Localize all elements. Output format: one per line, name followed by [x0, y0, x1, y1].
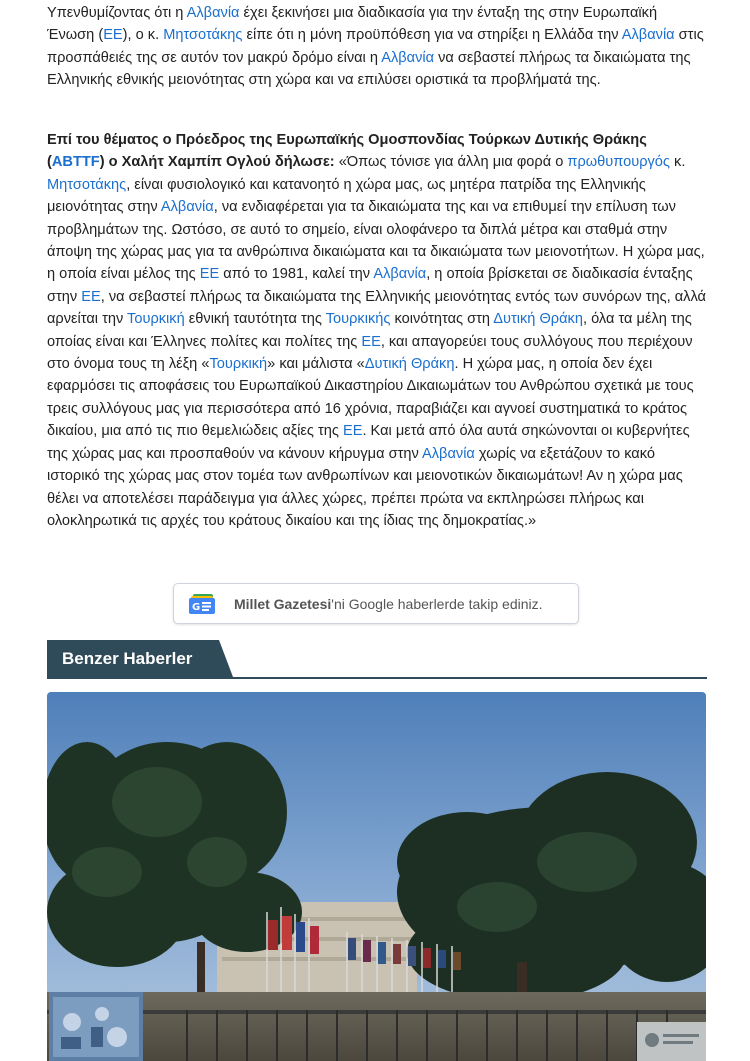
- inline-link[interactable]: Μητσοτάκης: [47, 176, 127, 193]
- quote-text: [47, 154, 706, 529]
- inline-link[interactable]: Δυτική Θράκη: [364, 356, 455, 373]
- google-news-icon: [188, 593, 218, 615]
- text-run: , να ενδιαφέρεται για τα δικαιώματα της και να επιθυμεί την επίλυση των προβλημάτων της. Ωστόσο, σε αυτό το σημείο, είναι ολοφάνερο τα διπλά μέτρα και σταθμά στην άποψη της χώρας μας για τα ανθρώπινα δικαιώματα και τα δικαιώματα των μειονοτήτων. Η χώρα μας, η οποία είναι μέλος της: [47, 199, 705, 283]
- inline-link[interactable]: Τουρκική: [209, 356, 268, 373]
- inline-link[interactable]: Μητσοτάκης: [163, 27, 243, 44]
- inline-link[interactable]: Αλβανία: [621, 27, 675, 44]
- text-run: . Και μετά από όλα αυτά σηκώνονται οι κυβερνήτες της χώρας μας και προσπαθούν να κάνουν κήρυγμα στην: [47, 423, 690, 462]
- text-run: είπε ότι η μόνη προϋπόθεση για να στηρίξει η Ελλάδα την: [242, 27, 622, 44]
- text-run: κοινότητας στη: [390, 311, 494, 328]
- inline-link[interactable]: ΕΕ: [81, 288, 101, 305]
- google-news-brand: Millet Gazetesi: [234, 595, 332, 612]
- google-news-suffix: 'ni Google haberlerde takip ediniz.: [331, 595, 543, 612]
- abttf-link[interactable]: ABTTF: [51, 154, 100, 171]
- inline-link[interactable]: Αλβανία: [381, 49, 435, 66]
- text-run: ), ο κ.: [122, 27, 164, 44]
- text-run: έχει ξεκινήσει μια διαδικασία για την ένταξη της στην Ευρωπαϊκή Ένωση (: [47, 5, 658, 44]
- quote-intro-suffix: ) ο Χαλήτ Χαμπίπ Ογλού δήλωσε:: [99, 154, 335, 171]
- inline-link[interactable]: Αλβανία: [422, 445, 475, 462]
- inline-link[interactable]: ΕΕ: [103, 27, 123, 44]
- text-run: , είναι φυσιολογικό και κατανοητό η χώρα μας, ως μητέρα πατρίδα της Ελληνικής μειονότητας στην: [47, 176, 646, 216]
- text-run: , να σεβαστεί πλήρως τα δικαιώματα της Ελληνικής μειονότητας εντός των συνόρων της, αλλά αρνείται την: [47, 288, 706, 328]
- inline-link[interactable]: ΕΕ: [199, 266, 220, 283]
- related-news-title: Benzer Haberler: [47, 640, 219, 677]
- inline-link[interactable]: Τουρκικής: [325, 311, 391, 328]
- inline-link[interactable]: Αλβανία: [373, 266, 427, 283]
- related-news-header: [47, 640, 707, 679]
- text-run: από το 1981, καλεί την: [219, 266, 374, 283]
- text-run: χωρίς να εξετάζουν το κακό ιστορικό της χώρας μας στον τομέα των ανθρωπίνων και μειονοτικών δικαιωμάτων! Αν η χώρα μας θέλει να αποτελέσει παράδειγμα για άλλες χώρες, πρέπει πρώτα να εκπληρώσει πλήρως και ολοκληρωτικά τις αρχές του κράτους δικαίου και της ίδιας της δημοκρατίας.»: [47, 445, 683, 529]
- text-run: , και απαγορεύει τους συλλόγους που περιέχουν στο όνομα τους τη λέξη «: [47, 333, 693, 373]
- inline-link[interactable]: Τουρκική: [127, 311, 185, 328]
- inline-link[interactable]: Αλβανία: [160, 199, 214, 216]
- header-tab-slant: [219, 640, 233, 677]
- text-run: να σεβαστεί πλήρως τα δικαιώματα της Ελληνικής εθνικής μειονότητας στη χώρα και να επιλύσει οριστικά τα προβλήματά της.: [47, 49, 691, 89]
- google-news-label: [234, 596, 543, 612]
- article-paragraph-1: [47, 2, 707, 92]
- inline-link[interactable]: Δυτική Θράκη: [493, 311, 583, 328]
- inline-link[interactable]: ΕΕ: [342, 423, 363, 440]
- text-run: . Η χώρα μας, η οποία δεν έχει εφαρμόσει τις αποφάσεις του Ευρωπαϊκού Δικαστηρίου Δικαιωμάτων του Ανθρώπου σχετικά με τους τρεις συλλόγους μας για περισσότερα από 16 χρόνια, παραβιάζει και αγνοεί συστηματικά το κράτος δικαίου, μια από τις πιο θεμελιώδεις αξίες της: [47, 356, 694, 440]
- text-run: στις προσπάθειές της σε αυτόν τον μακρύ δρόμο είναι η: [47, 27, 704, 66]
- quote-intro-prefix: Επί του θέματος ο Πρόεδρος της Ευρωπαϊκής Ομοσπονδίας Τούρκων Δυτικής Θράκης (: [47, 132, 647, 171]
- svg-text:G: G: [192, 601, 201, 613]
- text-run: εθνική ταυτότητα της: [184, 311, 326, 328]
- google-news-follow-button[interactable]: [173, 583, 579, 624]
- inline-link[interactable]: ΕΕ: [361, 333, 381, 350]
- text-run: Υπενθυμίζοντας ότι η: [47, 5, 187, 21]
- inline-link[interactable]: πρωθυπουργός: [567, 154, 670, 171]
- text-run: , όλα τα μέλη της οποίας είναι και Έλληνες πολίτες και πολίτες της: [47, 311, 692, 350]
- article-paragraph-2: [47, 129, 707, 532]
- related-news-photo: [47, 692, 706, 1061]
- text-run: «Όπως τόνισε για άλλη μια φορά ο: [334, 154, 568, 171]
- text-run: » και μάλιστα «: [267, 356, 365, 373]
- inline-link[interactable]: Αλβανία: [186, 5, 240, 21]
- related-news-image[interactable]: [47, 692, 706, 1061]
- text-run: , η οποία βρίσκεται σε διαδικασία ένταξης στην: [47, 266, 693, 305]
- text-run: κ.: [669, 154, 686, 171]
